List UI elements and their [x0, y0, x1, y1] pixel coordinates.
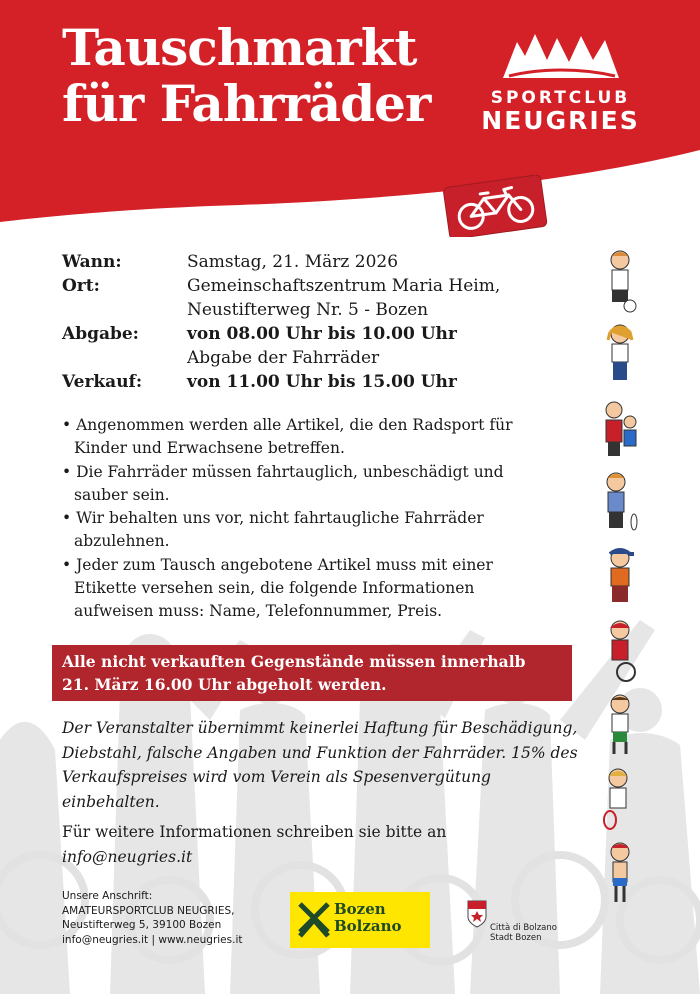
rules-list: [62, 414, 552, 624]
verkauf-label: Verkauf:: [62, 372, 143, 392]
info-row-wann: [62, 250, 500, 274]
title-line-1: Tauschmarkt: [62, 18, 417, 77]
pickup-notice-line-1: Alle nicht verkauften Gegenstände müssen innerhalb: [62, 652, 526, 671]
list-item: • Wir behalten uns vor, nicht fahrtaugliche Fahrräder abzulehnen.: [62, 509, 484, 551]
abgabe-value-line-1: von 08.00 Uhr bis 10.00 Uhr: [187, 324, 457, 344]
kid-tennis-icon: [598, 766, 642, 832]
address-line-1: Unsere Anschrift:: [62, 890, 153, 902]
ort-value-line-2: Neustifterweg Nr. 5 - Bozen: [187, 300, 429, 320]
city-line-1: Città di Bolzano: [490, 923, 557, 933]
info-row-abgabe: [62, 322, 500, 370]
abgabe-value-line-2: Abgabe der Fahrräder: [187, 348, 380, 368]
raiffeisen-name: [334, 901, 402, 935]
kid-cyclist-icon: [598, 618, 642, 684]
mountain-logo-icon: [501, 30, 621, 82]
wann-label: Wann:: [62, 252, 122, 272]
kid-bowling-icon: [598, 470, 642, 536]
raiffeisen-logo: [290, 892, 430, 948]
city-of-bolzano-logo: [466, 897, 576, 947]
address-line-4: info@neugries.it | www.neugries.it: [62, 933, 243, 946]
city-name: [490, 923, 557, 943]
liability-disclaimer: Der Veranstalter übernimmt keinerlei Haftung für Beschädigung, Diebstahl, falsche Angaben und Funktion der Fahrräder. 15% des Verkaufspreises wird vom Verein als Spesenvergütung einbehalten.: [62, 719, 578, 811]
sportclub-logo: [478, 30, 643, 134]
club-address: [62, 889, 242, 947]
kid-soccer-icon: [598, 248, 642, 314]
kids-illustrations: [598, 248, 648, 914]
event-info: [62, 250, 500, 394]
address-line-3: Neustifterweg 5, 39100 Bozen: [62, 919, 222, 932]
kid-pair-icon: [598, 396, 642, 462]
kid-girl-icon: [598, 322, 642, 388]
list-item: • Angenommen werden alle Artikel, die den Radsport für Kinder und Erwachsene betreffen.: [62, 416, 513, 458]
info-row-verkauf: [62, 370, 500, 394]
raiffeisen-line-1: Bozen: [334, 900, 386, 918]
list-item: • Die Fahrräder müssen fahrtauglich, unbeschädigt und sauber sein.: [62, 462, 504, 504]
city-crest-icon: [466, 899, 488, 929]
bicycle-tag-icon: [440, 175, 550, 237]
verkauf-value: von 11.00 Uhr bis 15.00 Uhr: [187, 372, 457, 392]
city-line-2: Stadt Bozen: [490, 933, 542, 943]
raiffeisen-line-2: Bolzano: [334, 917, 402, 935]
address-line-2: AMATEURSPORTCLUB NEUGRIES,: [62, 904, 235, 917]
logo-line-2: NEUGRIES: [481, 106, 640, 135]
title-line-2: für Fahrräder: [62, 74, 431, 133]
pickup-notice-line-2: 21. März 16.00 Uhr abgeholt werden.: [62, 675, 387, 694]
kid-runner-icon: [598, 692, 642, 758]
ort-value-line-1: Gemeinschaftszentrum Maria Heim,: [187, 276, 501, 296]
ort-value: [187, 274, 500, 322]
contact-info: [62, 820, 446, 869]
contact-email-link[interactable]: info@neugries.it: [62, 847, 193, 866]
abgabe-value: [187, 322, 457, 370]
kid-cap-icon: [598, 544, 642, 610]
contact-line: Für weitere Informationen schreiben sie bitte an: [62, 823, 447, 841]
logo-line-1: SPORTCLUB: [490, 88, 631, 108]
page-title: [62, 20, 430, 132]
pickup-notice: [52, 645, 572, 701]
info-row-ort: [62, 274, 500, 322]
list-item: • Jeder zum Tausch angebotene Artikel muss mit einer Etikette versehen sein, die folgende Informationen aufweisen muss: Name, Telefonnummer, Preis.: [62, 555, 493, 621]
ort-label: Ort:: [62, 276, 100, 296]
gable-cross-icon: [296, 900, 332, 940]
kid-swimmer-icon: [598, 840, 642, 906]
wann-value: Samstag, 21. März 2026: [187, 252, 399, 272]
abgabe-label: Abgabe:: [62, 324, 139, 344]
